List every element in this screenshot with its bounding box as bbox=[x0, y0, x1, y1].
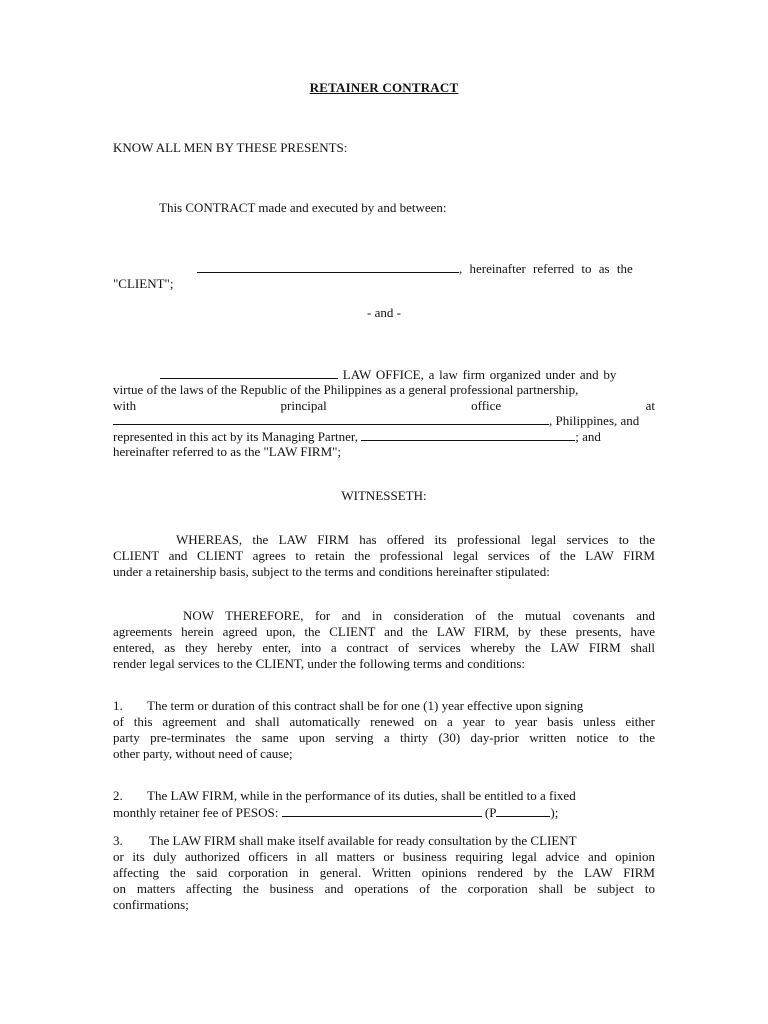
clause-3-line-2: or its duly authorized officers in all matters or business requiring legal advice and opinion bbox=[113, 849, 655, 864]
clause-3-number: 3. bbox=[113, 833, 123, 848]
managing-partner-suffix: ; and bbox=[575, 429, 601, 444]
clause-1-line-4: other party, without need of cause; bbox=[113, 746, 293, 761]
retainer-fee-amount-blank[interactable] bbox=[496, 804, 550, 817]
word-principal: principal bbox=[280, 398, 327, 413]
whereas-line-3: under a retainership basis, subject to the terms and conditions hereinafter stipulated: bbox=[113, 564, 550, 579]
opening-line: KNOW ALL MEN BY THESE PRESENTS: bbox=[113, 140, 348, 155]
clause-1-line-3: party pre-terminates the same upon serving a thirty (30) day-prior written notice to the bbox=[113, 730, 655, 745]
clause-3-line-1 bbox=[113, 833, 655, 849]
retainer-fee-mid: (P bbox=[481, 805, 497, 820]
clause-2-text-1: The LAW FIRM, while in the performance of its duties, shall be entitled to a fixed bbox=[147, 788, 576, 803]
clause-2-line-2 bbox=[113, 804, 655, 821]
retainer-fee-words-blank[interactable] bbox=[282, 804, 482, 817]
now-therefore-line-2: agreements herein agreed upon, the CLIENT and the LAW FIRM, by these presents, have bbox=[113, 624, 655, 639]
clause-1-number: 1. bbox=[113, 698, 123, 713]
law-firm-party-line-5 bbox=[113, 428, 655, 445]
principal-office-blank[interactable] bbox=[113, 412, 549, 425]
now-therefore-line-1: NOW THEREFORE, for and in consideration of the mutual covenants and bbox=[183, 608, 655, 623]
law-firm-party-line-6: hereinafter referred to as the "LAW FIRM"; bbox=[113, 444, 342, 459]
clause-3-line-3: affecting the said corporation in general. Written opinions rendered by the LAW FIRM bbox=[113, 865, 655, 880]
intro-line: This CONTRACT made and executed by and between: bbox=[159, 200, 447, 215]
word-at: at bbox=[645, 398, 655, 413]
principal-office-suffix: , Philippines, and bbox=[549, 413, 640, 428]
clause-2-line-1 bbox=[113, 788, 655, 804]
whereas-line-1: WHEREAS, the LAW FIRM has offered its professional legal services to the bbox=[176, 532, 655, 547]
and-separator: - and - bbox=[367, 305, 401, 320]
clause-1-line-2: of this agreement and shall automatically renewed on a year to year basis unless either bbox=[113, 714, 655, 729]
clause-3-text-1: The LAW FIRM shall make itself available for ready consultation by the CLIENT bbox=[149, 833, 577, 848]
word-with: with bbox=[113, 398, 137, 413]
client-name-blank[interactable] bbox=[197, 260, 459, 273]
retainer-fee-suffix: ); bbox=[550, 805, 559, 820]
law-office-name-blank[interactable] bbox=[160, 366, 338, 379]
witnesseth-heading: WITNESSETH: bbox=[341, 488, 427, 503]
clause-1-text-1: The term or duration of this contract shall be for one (1) year effective upon signing bbox=[147, 698, 584, 713]
law-firm-party-line-2: virtue of the laws of the Republic of the Philippines as a general professional partnership, bbox=[113, 382, 579, 397]
word-office: office bbox=[471, 398, 502, 413]
clause-3-line-5: confirmations; bbox=[113, 897, 189, 912]
now-therefore-line-4: render legal services to the CLIENT, under the following terms and conditions: bbox=[113, 656, 526, 671]
document-title: RETAINER CONTRACT bbox=[309, 80, 459, 95]
law-firm-party-line-4 bbox=[113, 412, 655, 429]
clause-3-line-4: on matters affecting the business and operations of the corporation shall be subject to bbox=[113, 881, 655, 896]
retainer-fee-prefix: monthly retainer fee of PESOS: bbox=[113, 805, 282, 820]
law-firm-party-line-1 bbox=[113, 366, 655, 383]
clause-2-number: 2. bbox=[113, 788, 123, 803]
client-party-line-1 bbox=[113, 260, 655, 277]
whereas-line-2: CLIENT and CLIENT agrees to retain the professional legal services of the LAW FIRM bbox=[113, 548, 655, 563]
clause-1-line-1 bbox=[113, 698, 655, 714]
managing-partner-prefix: represented in this act by its Managing Partner, bbox=[113, 429, 362, 444]
law-firm-party-suffix: LAW OFFICE, a law firm organized under and by bbox=[338, 367, 617, 382]
managing-partner-blank[interactable] bbox=[361, 428, 575, 441]
now-therefore-line-3: entered, as they hereby enter, into a contract of services whereby the LAW FIRM shall bbox=[113, 640, 655, 655]
client-party-line-2: "CLIENT"; bbox=[113, 276, 174, 291]
client-party-suffix: , hereinafter referred to as the bbox=[459, 261, 633, 276]
